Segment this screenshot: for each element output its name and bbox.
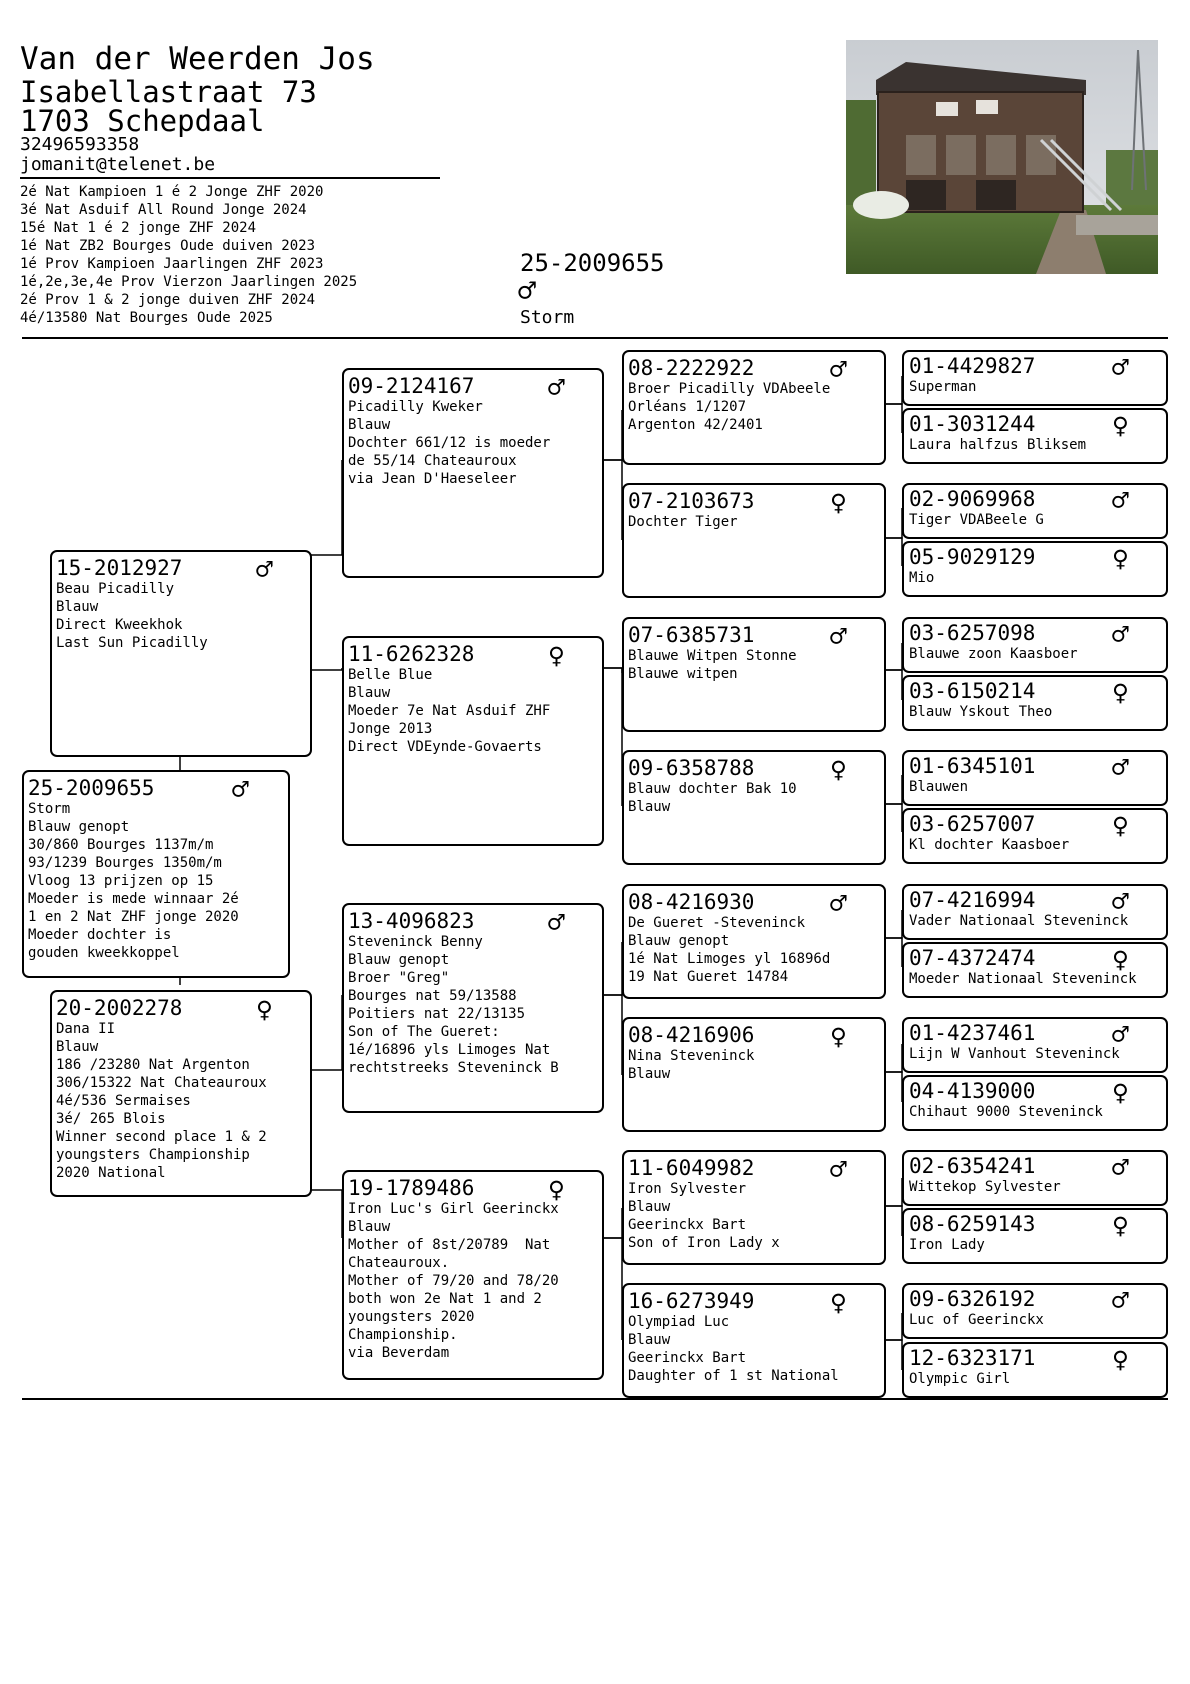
- pigeon-info-line: 306/15322 Nat Chateauroux: [56, 1075, 267, 1091]
- pigeon-name: Lijn W Vanhout Steveninck: [909, 1046, 1120, 1062]
- pigeon-info-line: de 55/14 Chateauroux: [348, 453, 517, 469]
- pigeon-info-line: Chateauroux.: [348, 1255, 450, 1271]
- pigeon-name: Olympic Girl: [909, 1371, 1011, 1387]
- ring-number: 09-6358788: [628, 756, 755, 780]
- pigeon-name: Nina Steveninck: [628, 1048, 755, 1064]
- pigeon-info-line: Moeder is mede winnaar 2é: [28, 891, 239, 907]
- male-symbol-icon: ♂: [1112, 484, 1129, 517]
- subject-name: Storm: [520, 307, 575, 328]
- female-symbol-icon: ♀: [830, 1286, 847, 1319]
- pigeon-info-line: Poitiers nat 22/13135: [348, 1006, 526, 1022]
- ring-number: 20-2002278: [56, 996, 183, 1020]
- ring-number: 03-6150214: [909, 679, 1036, 703]
- pedigree-card-ggg[interactable]: [902, 750, 1168, 806]
- pigeon-info-line: Last Sun Picadilly: [56, 635, 208, 651]
- pedigree-card-great-grandparent[interactable]: [622, 1017, 886, 1132]
- pedigree-card-great-grandparent[interactable]: [622, 1150, 886, 1265]
- pigeon-info-line: Blauw: [348, 417, 391, 433]
- subject-ring-number: 25-2009655: [520, 249, 665, 277]
- pedigree-card-ggg[interactable]: [902, 1150, 1168, 1206]
- ring-number: 07-2103673: [628, 489, 755, 513]
- ring-number: 02-9069968: [909, 487, 1036, 511]
- pigeon-info-line: Blauw: [628, 1066, 671, 1082]
- pigeon-name: Blauw dochter Bak 10: [628, 781, 797, 797]
- pigeon-info-line: via Jean D'Haeseleer: [348, 471, 517, 487]
- pigeon-info-line: youngsters 2020: [348, 1309, 475, 1325]
- pigeon-info-line: Orléans 1/1207: [628, 399, 747, 415]
- pigeon-info-line: 3é/ 265 Blois: [56, 1111, 166, 1127]
- pigeon-info-line: both won 2e Nat 1 and 2: [348, 1291, 542, 1307]
- male-symbol-icon: ♂: [830, 887, 847, 920]
- pedigree-card-great-grandparent[interactable]: [622, 350, 886, 465]
- ring-number: 15-2012927: [56, 556, 183, 580]
- ring-number: 12-6323171: [909, 1346, 1036, 1370]
- female-symbol-icon: ♀: [830, 486, 847, 519]
- pigeon-info-line: Geerinckx Bart: [628, 1350, 747, 1366]
- female-symbol-icon: ♀: [1112, 1076, 1129, 1109]
- owner-address-city: 1703 Schepdaal: [20, 104, 265, 138]
- pigeon-info-line: Moeder 7e Nat Asduif ZHF: [348, 703, 551, 719]
- pedigree-card-great-grandparent[interactable]: [622, 750, 886, 865]
- achievement-item: 1é Nat ZB2 Bourges Oude duiven 2023: [20, 238, 316, 254]
- pigeon-info-line: Blauw: [56, 1039, 99, 1055]
- pedigree-card-ggg[interactable]: [902, 1283, 1168, 1339]
- pigeon-name: Iron Luc's Girl Geerinckx: [348, 1201, 559, 1217]
- ring-number: 01-4429827: [909, 354, 1036, 378]
- pigeon-info-line: Winner second place 1 & 2: [56, 1129, 267, 1145]
- pigeon-name: Chihaut 9000 Steveninck: [909, 1104, 1103, 1120]
- pigeon-name: Blauwe Witpen Stonne: [628, 648, 797, 664]
- female-symbol-icon: ♀: [1112, 809, 1129, 842]
- female-symbol-icon: ♀: [1112, 1209, 1129, 1242]
- pedigree-card-ggg[interactable]: [902, 541, 1168, 597]
- pigeon-info-line: Blauw genopt: [28, 819, 130, 835]
- ring-number: 05-9029129: [909, 545, 1036, 569]
- pigeon-name: Beau Picadilly: [56, 581, 175, 597]
- male-symbol-icon: ♂: [256, 553, 273, 586]
- pigeon-info-line: Broer "Greg": [348, 970, 450, 986]
- pigeon-info-line: Vloog 13 prijzen op 15: [28, 873, 214, 889]
- pedigree-card-great-grandparent[interactable]: [622, 483, 886, 598]
- female-symbol-icon: ♀: [548, 1173, 565, 1206]
- owner-address-street: Isabellastraat 73: [20, 75, 317, 109]
- achievement-item: 3é Nat Asduif All Round Jonge 2024: [20, 202, 307, 218]
- pedigree-card-ggg[interactable]: [902, 942, 1168, 998]
- male-symbol-icon: ♂: [1112, 1284, 1129, 1317]
- pedigree-card-grandparent[interactable]: [342, 903, 604, 1113]
- pigeon-name: Broer Picadilly VDAbeele: [628, 381, 831, 397]
- pigeon-info-line: via Beverdam: [348, 1345, 450, 1361]
- pigeon-name: Vader Nationaal Steveninck: [909, 913, 1129, 929]
- pedigree-card-ggg[interactable]: [902, 408, 1168, 464]
- pigeon-name: Tiger VDABeele G: [909, 512, 1044, 528]
- ring-number: 03-6257007: [909, 812, 1036, 836]
- pigeon-info-line: Mother of 8st/20789 Nat: [348, 1237, 551, 1253]
- pigeon-name: Picadilly Kweker: [348, 399, 483, 415]
- pedigree-card-great-grandparent[interactable]: [622, 1283, 886, 1398]
- male-symbol-icon: ♂: [1112, 351, 1129, 384]
- pigeon-name: Blauw Yskout Theo: [909, 704, 1053, 720]
- achievement-item: 1é,2e,3e,4e Prov Vierzon Jaarlingen 2025: [20, 274, 358, 290]
- achievement-item: 1é Prov Kampioen Jaarlingen ZHF 2023: [20, 256, 324, 272]
- ring-number: 13-4096823: [348, 909, 475, 933]
- pigeon-name: Blauwen: [909, 779, 969, 795]
- ring-number: 01-6345101: [909, 754, 1036, 778]
- pigeon-name: Iron Sylvester: [628, 1181, 747, 1197]
- pigeon-info-line: 4é/536 Sermaises: [56, 1093, 191, 1109]
- female-symbol-icon: ♀: [548, 639, 565, 672]
- pigeon-name: Moeder Nationaal Steveninck: [909, 971, 1137, 987]
- pigeon-name: Luc of Geerinckx: [909, 1312, 1044, 1328]
- pigeon-name: Laura halfzus Bliksem: [909, 437, 1087, 453]
- pedigree-card-subject[interactable]: [22, 770, 290, 978]
- pigeon-info-line: 2020 National: [56, 1165, 166, 1181]
- ring-number: 01-3031244: [909, 412, 1036, 436]
- pedigree-card-ggg[interactable]: [902, 1017, 1168, 1073]
- pigeon-info-line: Blauw genopt: [628, 933, 730, 949]
- pigeon-info-line: youngsters Championship: [56, 1147, 250, 1163]
- ring-number: 07-4216994: [909, 888, 1036, 912]
- ring-number: 02-6354241: [909, 1154, 1036, 1178]
- ring-number: 03-6257098: [909, 621, 1036, 645]
- male-symbol-icon: ♂: [1112, 751, 1129, 784]
- male-symbol-icon: ♂: [1112, 618, 1129, 651]
- male-symbol-icon: ♂: [830, 1153, 847, 1186]
- pedigree-card-ggg[interactable]: [902, 675, 1168, 731]
- ring-number: 16-6273949: [628, 1289, 755, 1313]
- pedigree-card-dam[interactable]: [50, 990, 312, 1197]
- male-symbol-icon: ♂: [1112, 885, 1129, 918]
- achievement-item: 15é Nat 1 é 2 jonge ZHF 2024: [20, 220, 257, 236]
- female-symbol-icon: ♀: [1112, 409, 1129, 442]
- ring-number: 19-1789486: [348, 1176, 475, 1200]
- pigeon-info-line: 186 /23280 Nat Argenton: [56, 1057, 250, 1073]
- pigeon-info-line: Son of The Gueret:: [348, 1024, 500, 1040]
- pigeon-info-line: Blauw: [628, 1199, 671, 1215]
- achievement-item: 4é/13580 Nat Bourges Oude 2025: [20, 310, 273, 326]
- pigeon-info-line: 1é Nat Limoges yl 16896d: [628, 951, 831, 967]
- pedigree-card-ggg[interactable]: [902, 1342, 1168, 1398]
- pigeon-info-line: Blauw: [348, 1219, 391, 1235]
- pedigree-card-ggg[interactable]: [902, 483, 1168, 539]
- pedigree-card-grandparent[interactable]: [342, 1170, 604, 1380]
- pigeon-info-line: 19 Nat Gueret 14784: [628, 969, 789, 985]
- pigeon-info-line: Blauw genopt: [348, 952, 450, 968]
- pigeon-name: Kl dochter Kaasboer: [909, 837, 1070, 853]
- male-symbol-icon: ♂: [232, 773, 249, 806]
- male-symbol-icon: ♂: [548, 371, 565, 404]
- pedigree-card-ggg[interactable]: [902, 617, 1168, 673]
- female-symbol-icon: ♀: [1112, 943, 1129, 976]
- male-symbol-icon: ♂: [1112, 1151, 1129, 1184]
- pedigree-card-grandparent[interactable]: [342, 368, 604, 578]
- male-symbol-icon: ♂: [548, 906, 565, 939]
- pigeon-info-line: Argenton 42/2401: [628, 417, 763, 433]
- achievement-item: 2é Nat Kampioen 1 é 2 Jonge ZHF 2020: [20, 184, 324, 200]
- ring-number: 25-2009655: [28, 776, 155, 800]
- pigeon-info-line: 30/860 Bourges 1137m/m: [28, 837, 214, 853]
- ring-number: 08-4216906: [628, 1023, 755, 1047]
- ring-number: 09-2124167: [348, 374, 475, 398]
- pigeon-name: Olympiad Luc: [628, 1314, 730, 1330]
- pigeon-info-line: Blauw: [348, 685, 391, 701]
- pigeon-name: Storm: [28, 801, 71, 817]
- female-symbol-icon: ♀: [830, 1020, 847, 1053]
- female-symbol-icon: ♀: [1112, 1343, 1129, 1376]
- pigeon-name: Steveninck Benny: [348, 934, 483, 950]
- ring-number: 08-4216930: [628, 890, 755, 914]
- pedigree-card-great-grandparent[interactable]: [622, 884, 886, 999]
- pigeon-info-line: Blauwe witpen: [628, 666, 738, 682]
- pigeon-info-line: gouden kweekkoppel: [28, 945, 180, 961]
- pedigree-card-grandparent[interactable]: [342, 636, 604, 846]
- pigeon-name: De Gueret -Steveninck: [628, 915, 806, 931]
- ring-number: 07-6385731: [628, 623, 755, 647]
- ring-number: 01-4237461: [909, 1021, 1036, 1045]
- pigeon-name: Dochter Tiger: [628, 514, 738, 530]
- pigeon-info-line: Direct Kweekhok: [56, 617, 183, 633]
- owner-email[interactable]: jomanit@telenet.be: [20, 154, 216, 175]
- pigeon-info-line: Blauw: [628, 1332, 671, 1348]
- pedigree-card-ggg[interactable]: [902, 1208, 1168, 1264]
- owner-name: Van der Weerden Jos: [20, 41, 375, 77]
- pigeon-info-line: Son of Iron Lady x: [628, 1235, 780, 1251]
- pigeon-name: Blauwe zoon Kaasboer: [909, 646, 1078, 662]
- ring-number: 08-2222922: [628, 356, 755, 380]
- male-symbol-icon: ♂: [830, 620, 847, 653]
- pigeon-info-line: 1é/16896 yls Limoges Nat: [348, 1042, 551, 1058]
- ring-number: 04-4139000: [909, 1079, 1036, 1103]
- pigeon-info-line: Mother of 79/20 and 78/20: [348, 1273, 559, 1289]
- pigeon-info-line: Bourges nat 59/13588: [348, 988, 517, 1004]
- pigeon-name: Belle Blue: [348, 667, 433, 683]
- achievement-item: 2é Prov 1 & 2 jonge duiven ZHF 2024: [20, 292, 316, 308]
- ring-number: 11-6262328: [348, 642, 475, 666]
- pigeon-name: Mio: [909, 570, 935, 586]
- pedigree-card-ggg[interactable]: [902, 1075, 1168, 1131]
- pigeon-info-line: Jonge 2013: [348, 721, 433, 737]
- pigeon-info-line: Blauw: [56, 599, 99, 615]
- female-symbol-icon: ♀: [1112, 676, 1129, 709]
- pigeon-info-line: 1 en 2 Nat ZHF jonge 2020: [28, 909, 239, 925]
- pedigree-card-ggg[interactable]: [902, 350, 1168, 406]
- pigeon-info-line: Daughter of 1 st National: [628, 1368, 839, 1384]
- female-symbol-icon: ♀: [1112, 542, 1129, 575]
- pigeon-name: Superman: [909, 379, 977, 395]
- pedigree-card-ggg[interactable]: [902, 808, 1168, 864]
- ring-number: 11-6049982: [628, 1156, 755, 1180]
- pedigree-card-ggg[interactable]: [902, 884, 1168, 940]
- pigeon-name: Dana II: [56, 1021, 116, 1037]
- pigeon-info-line: 93/1239 Bourges 1350m/m: [28, 855, 222, 871]
- pigeon-info-line: rechtstreeks Steveninck B: [348, 1060, 559, 1076]
- pigeon-name: Wittekop Sylvester: [909, 1179, 1061, 1195]
- female-symbol-icon: ♀: [830, 753, 847, 786]
- pigeon-name: Iron Lady: [909, 1237, 985, 1253]
- pigeon-info-line: Championship.: [348, 1327, 458, 1343]
- pigeon-info-line: Direct VDEynde-Govaerts: [348, 739, 542, 755]
- owner-phone: 32496593358: [20, 134, 140, 155]
- male-symbol-icon: ♂: [518, 274, 537, 309]
- male-symbol-icon: ♂: [1112, 1018, 1129, 1051]
- male-symbol-icon: ♂: [830, 353, 847, 386]
- pedigree-card-sire[interactable]: [50, 550, 312, 757]
- ring-number: 07-4372474: [909, 946, 1036, 970]
- pigeon-info-line: Blauw: [628, 799, 671, 815]
- ring-number: 08-6259143: [909, 1212, 1036, 1236]
- pigeon-info-line: Geerinckx Bart: [628, 1217, 747, 1233]
- pigeon-info-line: Moeder dochter is: [28, 927, 172, 943]
- pigeon-info-line: Dochter 661/12 is moeder: [348, 435, 551, 451]
- ring-number: 09-6326192: [909, 1287, 1036, 1311]
- female-symbol-icon: ♀: [256, 993, 273, 1026]
- pedigree-card-great-grandparent[interactable]: [622, 617, 886, 732]
